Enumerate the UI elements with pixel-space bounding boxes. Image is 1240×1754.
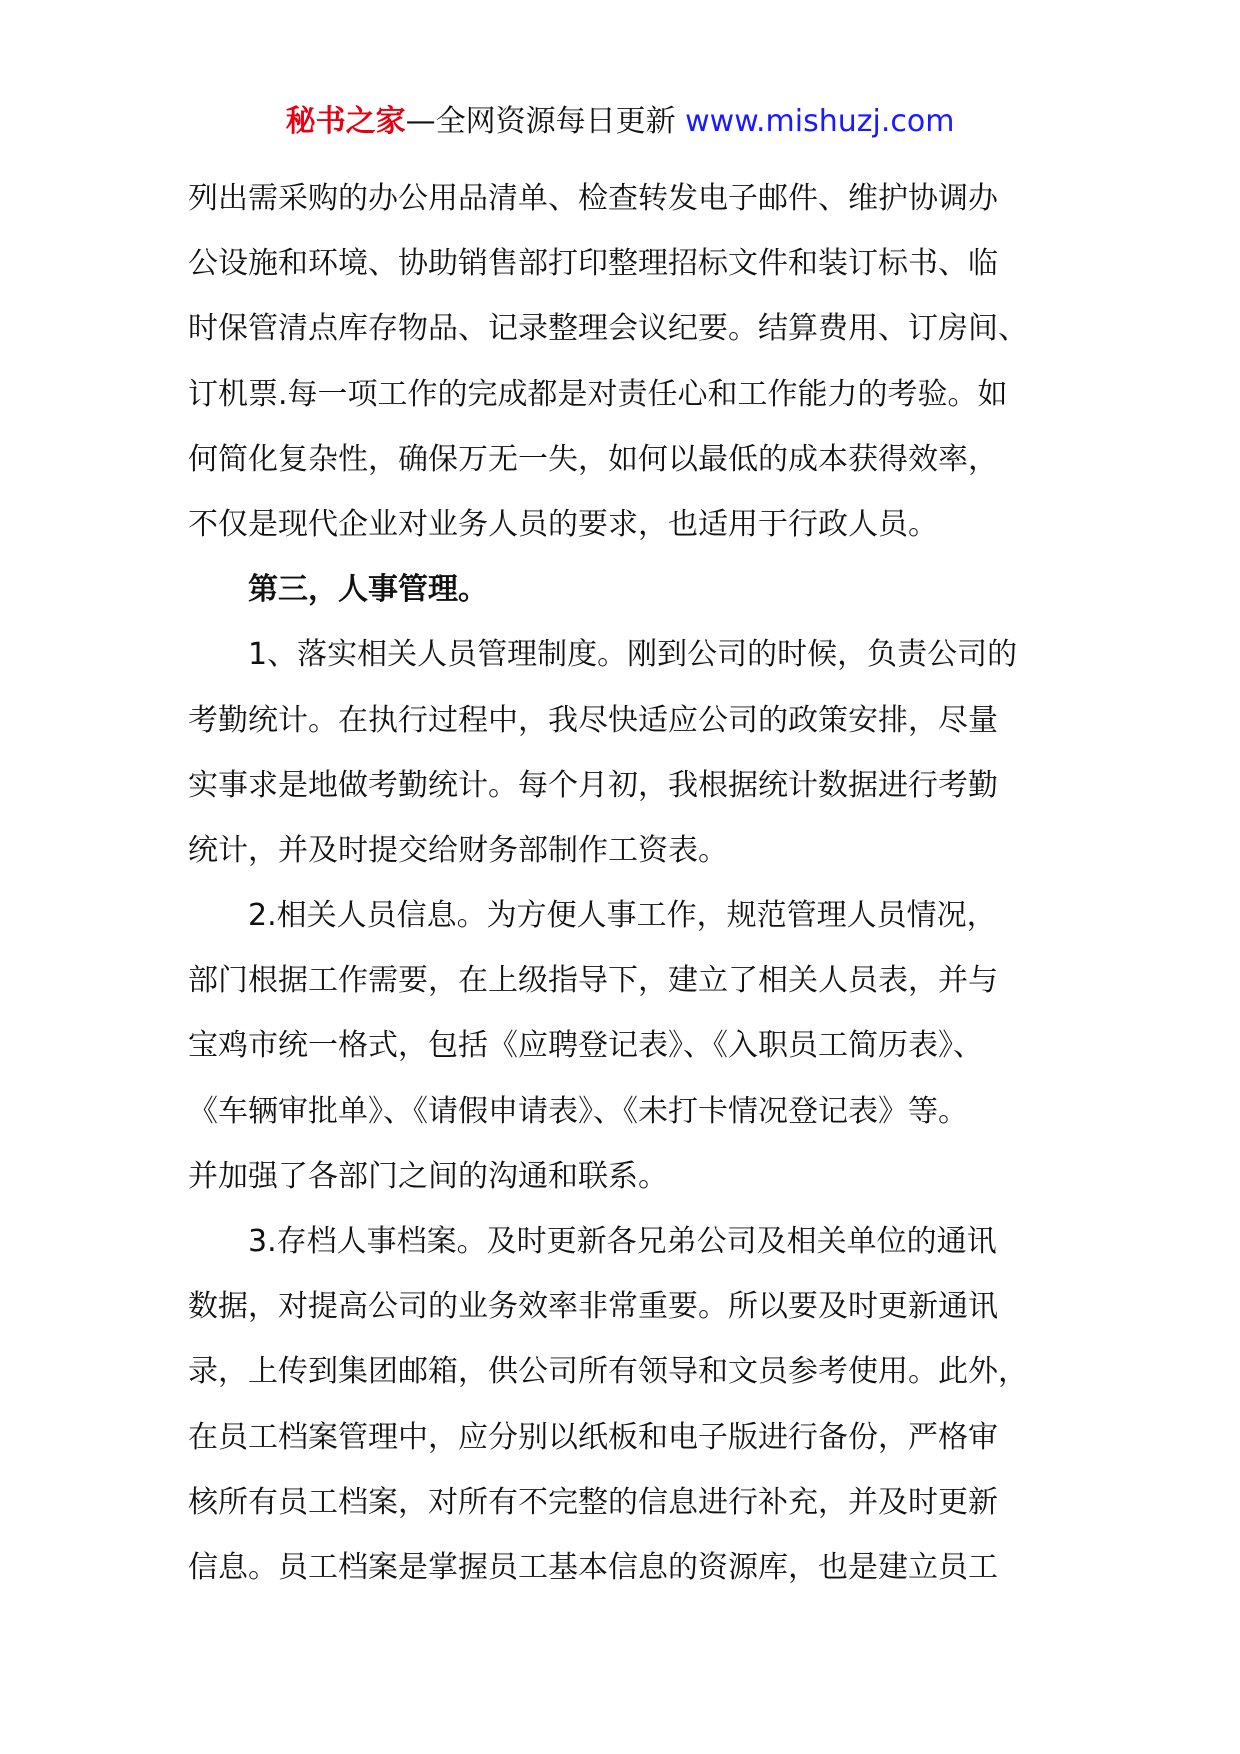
text-line: 在员工档案管理中，应分别以纸板和电子版进行备份，严格审 [188,1419,998,1455]
text-line: 列出需采购的办公用品清单、检查转发电子邮件、维护协调办 [188,181,998,216]
text-line: 宝鸡市统一格式，包括《应聘登记表》、《入职员工简历表》、 [188,1028,983,1064]
text-line: 录，上传到集团邮箱，供公司所有领导和文员参考使用。此外， [188,1354,1028,1390]
paragraph-start-line: 3.存档人事档案。及时更新各兄弟公司及相关单位的通讯 [248,1224,997,1259]
page-header [0,100,1240,144]
section-heading: 第三，人事管理。 [248,572,488,608]
text-line: 时保管清点库存物品、记录整理会议纪要。结算费用、订房间、 [188,311,1028,347]
text-line: 统计，并及时提交给财务部制作工资表。 [188,832,728,868]
text-line: 订机票.每一项工作的完成都是对责任心和工作能力的考验。如 [188,376,1008,412]
header-slogan: —全网资源每日更新 [405,104,686,139]
text-line: 并加强了各部门之间的沟通和联系。 [188,1158,668,1194]
text-line: 何简化复杂性，确保万无一失，如何以最低的成本获得效率， [188,441,998,477]
brand-name: 秘书之家 [285,104,406,139]
text-line: 考勤统计。在执行过程中，我尽快适应公司的政策安排，尽量 [188,702,998,738]
text-line: 数据，对提高公司的业务效率非常重要。所以要及时更新通讯 [188,1289,998,1325]
paragraph-start-line: 2.相关人员信息。为方便人事工作，规范管理人员情况， [248,898,997,934]
text-line: 核所有员工档案，对所有不完整的信息进行补充，并及时更新 [188,1484,998,1520]
text-line: 公设施和环境、协助销售部打印整理招标文件和装订标书、临 [188,246,998,282]
text-line: 实事求是地做考勤统计。每个月初，我根据统计数据进行考勤 [188,767,998,803]
header-url[interactable]: www.mishuzj.com [685,104,955,139]
text-line: 《车辆审批单》、《请假申请表》、《未打卡情况登记表》等。 [188,1093,968,1129]
document-body [188,166,1078,1600]
text-line: 信息。员工档案是掌握员工基本信息的资源库，也是建立员工 [188,1549,998,1585]
paragraph-start-line: 1、落实相关人员管理制度。刚到公司的时候，负责公司的 [248,637,1018,673]
text-line: 不仅是现代企业对业务人员的要求，也适用于行政人员。 [188,506,938,542]
text-line: 部门根据工作需要，在上级指导下，建立了相关人员表，并与 [188,963,998,999]
